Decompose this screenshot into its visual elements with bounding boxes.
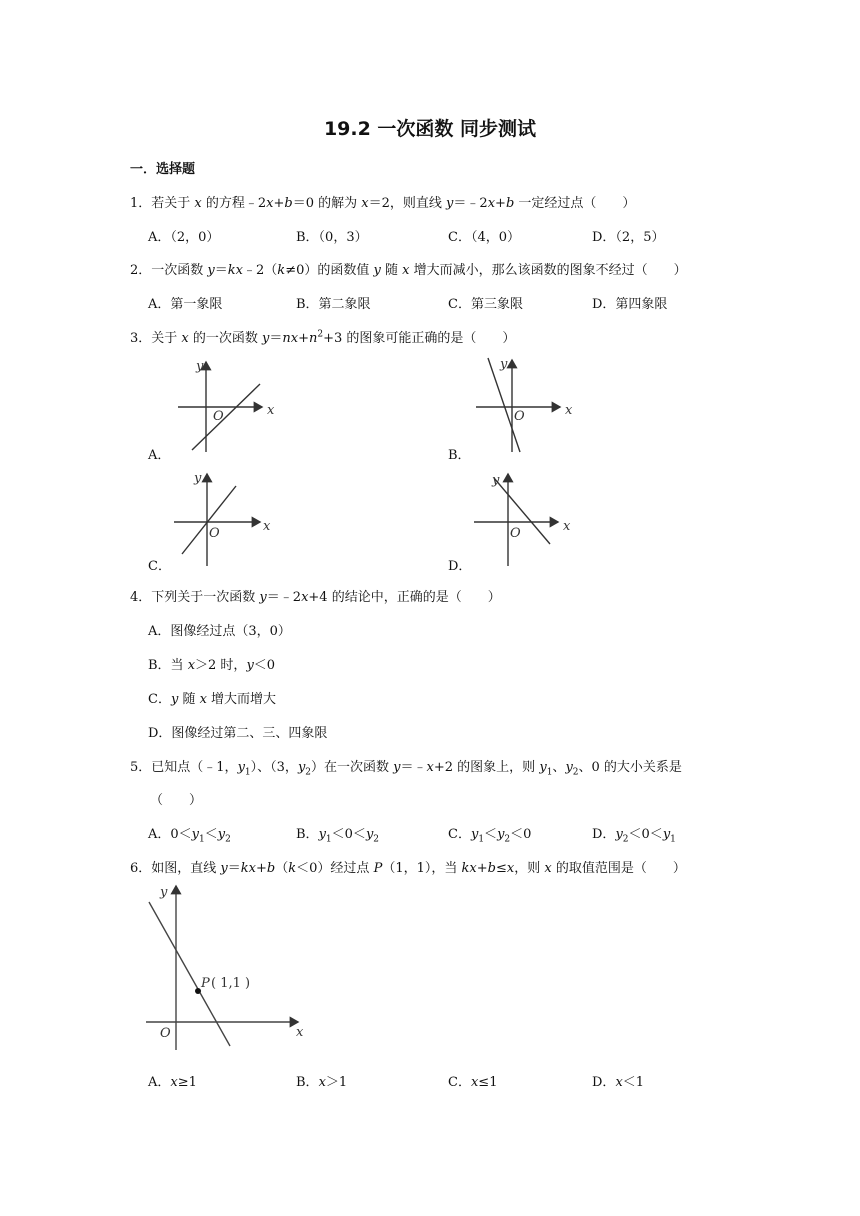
- q4-option-a: A．图像经过点（3，0）: [148, 624, 291, 639]
- q1-option-a: A．（2，0）: [148, 230, 220, 245]
- x-label: x: [263, 519, 271, 534]
- graph-line: [494, 478, 550, 544]
- y-label: y: [492, 473, 500, 488]
- page-title: 19.2 一次函数 同步测试: [323, 118, 537, 140]
- graph-b: [470, 354, 580, 454]
- y-label: y: [194, 471, 202, 486]
- q6-option-a: A．x≥1: [148, 1075, 197, 1090]
- x-label: x: [565, 403, 573, 418]
- q2-option-d: D．第四象限: [592, 297, 668, 312]
- q4-option-c: C．y 随 x 增大而增大: [148, 692, 277, 707]
- q5-option-b: B．$y_1<0<y_2$: [296, 827, 380, 845]
- graph-line: [182, 486, 236, 554]
- q5-option-a: A．$0<y_1<y_2$: [148, 827, 231, 845]
- q2-option-a: A．第一象限: [148, 297, 223, 312]
- graph-line: [488, 358, 520, 452]
- q6-option-d: D．x＜1: [592, 1075, 645, 1090]
- y-label: y: [196, 359, 204, 374]
- point-p-label: P: [201, 976, 210, 991]
- q4-option-d: D．图像经过第二、三、四象限: [148, 726, 328, 741]
- q2-option-c: C．第三象限: [448, 297, 523, 312]
- question-4: 4．下列关于一次函数 y＝﹣2x+4 的结论中，正确的是（ ）: [130, 590, 501, 605]
- q2-option-b: B．第二象限: [296, 297, 371, 312]
- q1-option-d: D．（2，5）: [592, 230, 665, 245]
- graph-line: [192, 384, 260, 450]
- point-p-coords: ( 1,1 ): [211, 976, 251, 991]
- q1-option-c: C．（4，0）: [448, 230, 520, 245]
- graph-q6: [140, 882, 315, 1052]
- q1-option-b: B．（0，3）: [296, 230, 368, 245]
- q4-option-b: B．当 x＞2 时，y＜0: [148, 658, 276, 673]
- graph-d: [470, 470, 580, 570]
- question-2: 2．一次函数 y＝kx﹣2（k≠0）的函数值 y 随 x 增大而减小，那么该函数的图象不经过（ ）: [130, 263, 687, 278]
- section-heading: 一．选择题: [130, 162, 196, 177]
- origin-label: O: [510, 526, 521, 541]
- graph-line: [149, 902, 230, 1046]
- q5-option-c: C．$y_1<y_2<0$: [448, 827, 532, 845]
- origin-label: O: [160, 1026, 171, 1041]
- y-label: y: [160, 885, 168, 900]
- q6-option-c: C．x≤1: [448, 1075, 498, 1090]
- x-label: x: [563, 519, 571, 534]
- q3-label-a: A．: [148, 448, 171, 463]
- question-3: 3．关于 x 的一次函数 $y=nx+n^2+3$ 的图象可能正确的是（ ）: [130, 329, 516, 346]
- question-1: 1．若关于 x 的方程﹣2x+b＝0 的解为 x＝2，则直线 y＝﹣2x+b 一定经过点（ ）: [130, 196, 636, 211]
- q3-label-b: B．: [448, 448, 471, 463]
- y-label: y: [500, 357, 508, 372]
- graph-c: [170, 470, 280, 570]
- q3-label-c: C．: [148, 559, 171, 574]
- x-label: x: [267, 403, 275, 418]
- origin-label: O: [514, 409, 525, 424]
- q5-option-d: D．$y_2<0<y_1$: [592, 827, 676, 845]
- question-5: 5．已知点（﹣1，$y_1$）、（3，$y_2$）在一次函数 y＝﹣x+2 的图象上，则 $y_1$、$y_2$、0 的大小关系是: [130, 760, 682, 778]
- origin-label: O: [209, 526, 220, 541]
- origin-label: O: [213, 409, 224, 424]
- question-6: 6．如图，直线 y＝kx+b（k＜0）经过点 P（1，1），当 kx+b≤x，则 x 的取值范围是（ ）: [130, 861, 686, 876]
- graph-a: [170, 354, 280, 454]
- q6-option-b: B．x＞1: [296, 1075, 348, 1090]
- x-label: x: [296, 1025, 304, 1040]
- q5-paren: （ ）: [150, 793, 203, 808]
- q3-label-d: D．: [448, 559, 472, 574]
